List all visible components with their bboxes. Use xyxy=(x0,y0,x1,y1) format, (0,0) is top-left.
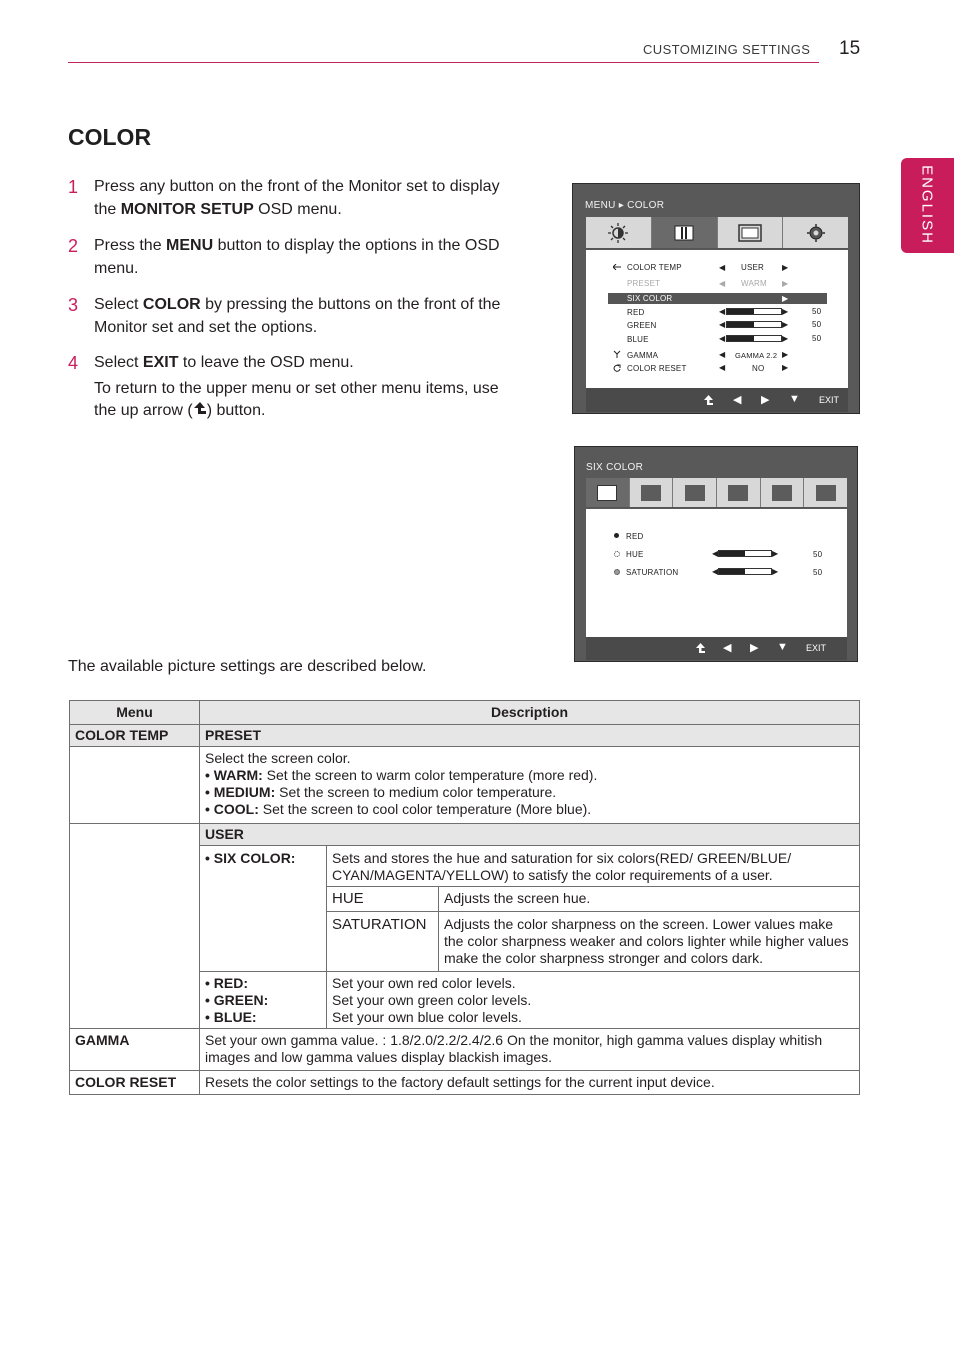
osd-tab-bar xyxy=(586,217,848,249)
osd-item-label[interactable]: GREEN xyxy=(627,321,657,330)
option-cell: • SIX COLOR: xyxy=(200,846,327,972)
saturation-level-fill xyxy=(719,569,745,574)
step-text: Press the xyxy=(94,237,167,254)
description-text: Set your own green color levels. xyxy=(332,992,532,1008)
swatch-box xyxy=(728,485,748,501)
sub-option-cell: SATURATION xyxy=(327,912,439,972)
osd-item-value: 50 xyxy=(812,320,822,329)
osd-item-label[interactable]: COLOR TEMP xyxy=(627,263,682,272)
step-3 xyxy=(68,294,523,339)
red-level-fill xyxy=(727,309,754,314)
osd-item-label[interactable]: RED xyxy=(627,308,645,317)
osd-right-arrow-icon[interactable]: ▶ xyxy=(782,363,789,372)
subheading-cell: PRESET xyxy=(200,725,860,747)
swatch-yellow[interactable] xyxy=(804,478,847,507)
green-level-bar[interactable] xyxy=(726,321,782,328)
osd-item-value: NO xyxy=(752,364,765,373)
language-tab-label: ENGLISH xyxy=(918,165,936,245)
osd-item-value: 50 xyxy=(812,307,822,316)
description-text xyxy=(205,767,854,784)
osd-breadcrumb-color: COLOR xyxy=(627,200,665,211)
menu-cell: GAMMA xyxy=(70,1029,200,1071)
description-cell xyxy=(200,747,860,824)
header-rule xyxy=(68,62,819,63)
osd-item-value: GAMMA 2.2 xyxy=(735,351,778,360)
sub-option-cell: HUE xyxy=(327,887,439,912)
up-arrow-icon[interactable] xyxy=(703,395,714,407)
hue-icon xyxy=(614,551,620,557)
osd-item-label[interactable]: HUE xyxy=(626,550,644,559)
description-cell: Set your own gamma value. : 1.8/2.0/2.2/2.4/2.6 On the monitor, high gamma values display whitish images and low gamma values display blackish images. xyxy=(200,1029,860,1071)
description-cell: Adjusts the color sharpness on the screen. Lower values make the color sharpness weaker and colors lighter while higher values make the color sharpness stronger and colors dark. xyxy=(439,912,860,972)
table-row xyxy=(70,725,860,747)
osd-right-arrow-icon[interactable]: ▶ xyxy=(772,549,779,558)
right-button-icon[interactable]: ▶ xyxy=(750,642,759,654)
osd-right-arrow-icon[interactable]: ▶ xyxy=(782,307,789,316)
subheading-cell: USER xyxy=(200,824,860,846)
swatch-magenta[interactable] xyxy=(761,478,805,507)
osd-right-arrow-icon[interactable]: ▶ xyxy=(782,263,789,272)
osd-item-value: 50 xyxy=(813,568,823,577)
osd-color-swatch-bar xyxy=(586,478,847,508)
step-number: 3 xyxy=(68,295,79,315)
step-2 xyxy=(68,235,523,280)
osd-left-arrow-icon[interactable]: ◀ xyxy=(719,363,726,372)
description-text: Set your own blue color levels. xyxy=(332,1009,522,1025)
osd-footer xyxy=(586,388,848,412)
osd-right-arrow-icon[interactable]: ▶ xyxy=(782,350,789,359)
green-level-fill xyxy=(727,322,754,327)
saturation-level-bar[interactable] xyxy=(718,568,772,575)
osd-tab-picture[interactable] xyxy=(586,217,652,248)
saturation-icon xyxy=(614,569,620,575)
osd-tab-settings[interactable] xyxy=(783,217,848,248)
osd-right-arrow-icon[interactable]: ▶ xyxy=(782,320,789,329)
description-text: Set your own red color levels. xyxy=(332,975,516,991)
intro-text: The available picture settings are described below. xyxy=(68,658,427,675)
option-label: • GREEN: xyxy=(205,992,269,1008)
osd-six-color-menu xyxy=(574,446,858,662)
gear-icon xyxy=(806,223,826,243)
step-text: to leave the OSD menu. xyxy=(178,354,354,371)
step-keyword: COLOR xyxy=(142,296,201,313)
description-cell: Sets and stores the hue and saturation for six colors(RED/ GREEN/BLUE/ CYAN/MAGENTA/YELLOW) to satisfy the color requirements of a user. xyxy=(327,846,860,887)
color-bars-icon xyxy=(674,225,694,241)
option-label: • COOL: xyxy=(205,801,259,817)
swatch-box xyxy=(816,485,836,501)
osd-left-arrow-icon[interactable]: ◀ xyxy=(719,263,726,272)
step-note: ) button. xyxy=(206,402,266,419)
osd-breadcrumb xyxy=(585,200,664,211)
osd-breadcrumb-menu: MENU xyxy=(585,200,616,211)
osd-item-label[interactable]: COLOR RESET xyxy=(627,364,687,373)
osd-left-arrow-icon[interactable]: ◀ xyxy=(712,567,719,576)
osd-left-arrow-icon[interactable]: ◀ xyxy=(719,279,726,288)
step-text: button to display the options in the OSD menu. xyxy=(94,237,500,277)
option-label: • BLUE: xyxy=(205,1009,257,1025)
hue-level-bar[interactable] xyxy=(718,550,772,557)
osd-item-value: USER xyxy=(741,263,765,272)
bullet-dot-icon xyxy=(614,533,619,538)
language-tab xyxy=(901,158,954,253)
description-cell: Adjusts the screen hue. xyxy=(439,887,860,912)
osd-right-arrow-icon[interactable]: ▶ xyxy=(782,334,789,343)
osd-left-arrow-icon[interactable]: ◀ xyxy=(719,334,726,343)
description-text xyxy=(205,784,854,801)
step-number: 1 xyxy=(68,177,79,197)
option-label: • MEDIUM: xyxy=(205,784,276,800)
hue-level-fill xyxy=(719,551,745,556)
up-arrow-icon xyxy=(193,401,207,417)
table-row xyxy=(70,824,860,846)
osd-item-label[interactable]: BLUE xyxy=(627,335,649,344)
step-text: Select xyxy=(94,354,143,371)
osd-item-label[interactable]: SATURATION xyxy=(626,568,679,577)
step-keyword: EXIT xyxy=(142,354,179,371)
step-text: OSD menu. xyxy=(253,200,342,218)
section-title: COLOR xyxy=(68,124,152,150)
table-row xyxy=(70,1029,860,1071)
swatch-box xyxy=(772,485,792,501)
breadcrumb-arrow-icon: ▸ xyxy=(618,200,625,211)
page-number: 15 xyxy=(839,38,861,59)
swatch-red[interactable] xyxy=(586,478,630,507)
option-label: • RED: xyxy=(205,975,249,991)
blue-level-fill xyxy=(727,336,754,341)
step-number: 2 xyxy=(68,236,79,256)
osd-six-color-list xyxy=(586,509,847,637)
osd-item-label[interactable]: SIX COLOR xyxy=(627,294,673,303)
table-row xyxy=(70,747,860,824)
osd-color-menu xyxy=(572,183,860,414)
osd-title: SIX COLOR xyxy=(586,462,644,473)
step-text: Press any button on the front of the Monitor set to display the xyxy=(94,178,500,218)
description-text xyxy=(205,801,854,818)
swatch-green[interactable] xyxy=(630,478,674,507)
osd-item-label[interactable]: GAMMA xyxy=(627,351,659,360)
swatch-box xyxy=(597,485,617,501)
osd-item-label[interactable]: RED xyxy=(626,532,644,541)
menu-cell-empty xyxy=(70,824,200,1029)
osd-tab-color[interactable] xyxy=(652,217,718,248)
description-text: Select the screen color. xyxy=(205,750,351,766)
step-4 xyxy=(68,352,523,423)
step-keyword: MONITOR SETUP xyxy=(120,200,254,218)
option-desc: Set the screen to warm color temperature (more red). xyxy=(262,767,598,783)
step-keyword: MENU xyxy=(166,237,214,254)
osd-exit-button[interactable]: EXIT xyxy=(819,395,840,405)
down-button-icon[interactable]: ▼ xyxy=(789,393,800,405)
swatch-blue[interactable] xyxy=(673,478,717,507)
osd-tab-display[interactable] xyxy=(718,217,784,248)
step-text: by pressing the buttons on the front of the Monitor set and set the options. xyxy=(94,296,501,336)
step-1 xyxy=(68,176,523,221)
step-number: 4 xyxy=(68,353,79,373)
option-desc: Set the screen to cool color temperature (More blue). xyxy=(258,801,592,817)
osd-right-arrow-icon[interactable]: ▶ xyxy=(772,567,779,576)
reset-icon xyxy=(613,364,621,372)
table-row xyxy=(70,1071,860,1095)
table-header-row xyxy=(70,701,860,725)
gamma-icon xyxy=(613,350,621,358)
osd-item-label[interactable]: PRESET xyxy=(627,279,661,288)
option-desc: Set the screen to medium color temperature. xyxy=(275,784,557,800)
option-cell xyxy=(200,972,327,1029)
swatch-box xyxy=(641,485,661,501)
color-temp-icon xyxy=(613,264,621,270)
osd-item-value: 50 xyxy=(812,334,822,343)
osd-footer xyxy=(586,637,847,660)
brightness-icon xyxy=(607,222,629,244)
osd-exit-button[interactable]: EXIT xyxy=(806,643,827,653)
description-cell xyxy=(327,972,860,1029)
description-cell: Resets the color settings to the factory default settings for the current input device. xyxy=(200,1071,860,1095)
swatch-cyan[interactable] xyxy=(717,478,761,507)
menu-cell: COLOR RESET xyxy=(70,1071,200,1095)
running-header: CUSTOMIZING SETTINGS xyxy=(643,42,811,57)
osd-right-arrow-icon[interactable]: ▶ xyxy=(782,294,789,303)
osd-item-value: WARM xyxy=(741,279,767,288)
up-arrow-icon[interactable] xyxy=(695,643,706,655)
header-description: Description xyxy=(200,701,860,725)
menu-cell-empty xyxy=(70,747,200,824)
down-button-icon[interactable]: ▼ xyxy=(777,641,788,653)
settings-table xyxy=(69,700,860,1095)
step-text: Select xyxy=(94,296,143,313)
swatch-box xyxy=(685,485,705,501)
osd-left-arrow-icon[interactable]: ◀ xyxy=(719,320,726,329)
right-button-icon[interactable]: ▶ xyxy=(761,394,770,406)
osd-left-arrow-icon[interactable]: ◀ xyxy=(719,307,726,316)
osd-left-arrow-icon[interactable]: ◀ xyxy=(712,549,719,558)
header-menu: Menu xyxy=(70,701,200,725)
osd-right-arrow-icon[interactable]: ▶ xyxy=(782,279,789,288)
left-button-icon[interactable]: ◀ xyxy=(733,394,742,406)
menu-cell: COLOR TEMP xyxy=(70,725,200,747)
osd-menu-list xyxy=(586,250,848,388)
left-button-icon[interactable]: ◀ xyxy=(723,642,732,654)
osd-item-value: 50 xyxy=(813,550,823,559)
red-level-bar[interactable] xyxy=(726,308,782,315)
blue-level-bar[interactable] xyxy=(726,335,782,342)
option-label: • WARM: xyxy=(205,767,263,783)
display-icon xyxy=(738,224,762,242)
step-note: To return to the upper menu or set other menu items, use the up arrow ( xyxy=(94,379,499,419)
osd-left-arrow-icon[interactable]: ◀ xyxy=(719,350,726,359)
